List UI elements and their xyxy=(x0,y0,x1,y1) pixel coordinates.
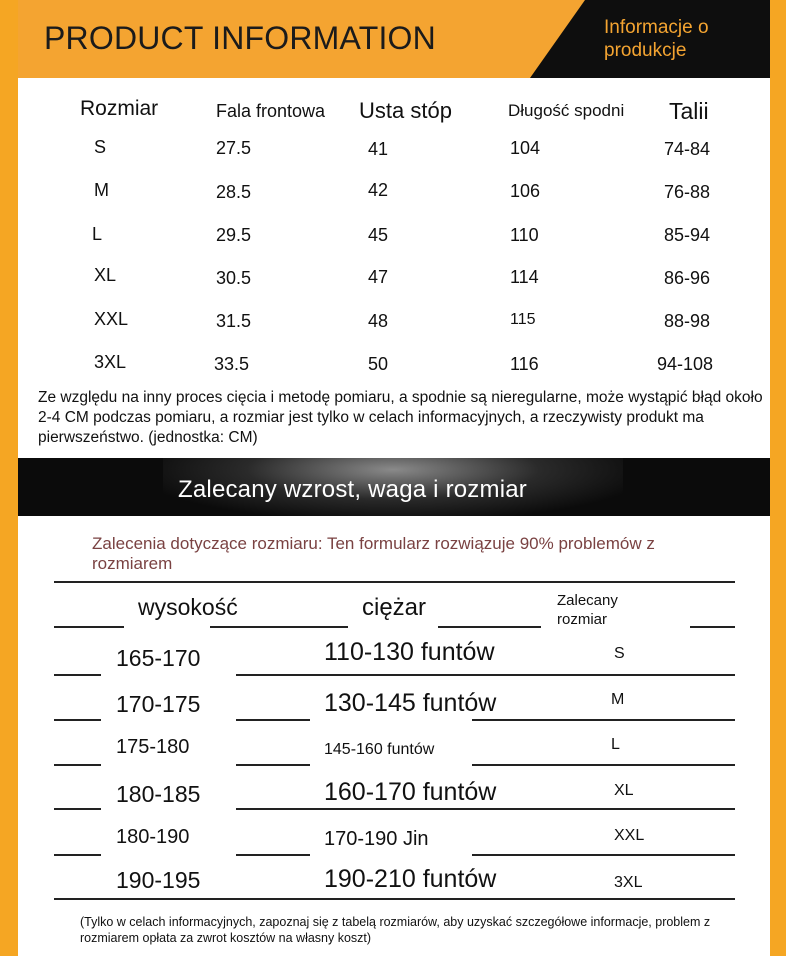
page-header xyxy=(18,0,770,78)
waist-cell: 86-96 xyxy=(664,268,711,288)
table-rule xyxy=(236,764,310,766)
size-cell: S xyxy=(614,645,625,662)
waist-cell: 94-108 xyxy=(657,354,714,374)
table-rule xyxy=(438,626,541,628)
column-header-waist: Talii xyxy=(669,98,709,124)
height-cell: 165-170 xyxy=(116,645,201,671)
size-cell: L xyxy=(92,224,103,244)
length-cell: 114 xyxy=(510,267,539,287)
table-rule xyxy=(236,719,310,721)
table-rule xyxy=(690,626,735,628)
column-header-recommended-size-line1: Zalecany xyxy=(557,592,618,609)
height-cell: 175-180 xyxy=(116,736,190,758)
weight-cell: 160-170 funtów xyxy=(324,778,497,806)
waist-cell: 88-98 xyxy=(664,311,711,331)
measurement-note: Ze względu na inny proces cięcia i metodę pomiaru, a spodnie są nieregularne, może wystąpić błąd około 2-4 CM podczas pomiaru, a rozmiar jest tylko w celach informacyjnych, a rzeczywisty produkt ma pierwszeństwo. (jednostka: CM) xyxy=(38,389,763,446)
header-subtitle-line1: Informacje o xyxy=(604,17,709,38)
column-header-height: wysokość xyxy=(138,594,238,620)
table-rule xyxy=(472,854,735,856)
table-rule xyxy=(54,854,101,856)
table-rule xyxy=(54,626,124,628)
front-rise-cell: 27.5 xyxy=(216,138,252,158)
front-rise-cell: 28.5 xyxy=(216,182,252,202)
size-cell: XL xyxy=(94,265,117,285)
length-cell: 115 xyxy=(510,311,536,328)
height-cell: 180-185 xyxy=(116,781,201,807)
table-rule xyxy=(54,719,101,721)
column-header-size: Rozmiar xyxy=(80,97,159,120)
weight-cell: 170-190 Jin xyxy=(324,828,429,850)
length-cell: 104 xyxy=(510,138,541,158)
weight-cell: 110-130 funtów xyxy=(324,638,495,666)
waist-cell: 76-88 xyxy=(664,182,711,202)
footnote: (Tylko w celach informacyjnych, zapoznaj się z tabelą rozmiarów, aby uzyskać szczegółowe informacje, problem z rozmiarem opłata za zwrot kosztów na własny koszt) xyxy=(80,915,711,945)
column-header-leg-opening: Usta stóp xyxy=(359,98,452,123)
table-rule xyxy=(210,626,348,628)
header-subtitle-line2: produkcje xyxy=(604,40,687,61)
table-rule xyxy=(54,581,735,583)
table-rule xyxy=(54,898,735,900)
table-rule xyxy=(236,854,310,856)
length-cell: 110 xyxy=(510,225,539,245)
section-banner xyxy=(18,458,770,516)
size-cell: 3XL xyxy=(94,352,127,372)
front-rise-cell: 30.5 xyxy=(216,268,252,288)
table-rule xyxy=(472,719,735,721)
size-cell: XXL xyxy=(614,827,645,844)
leg-opening-cell: 48 xyxy=(368,311,389,331)
column-header-weight: ciężar xyxy=(362,594,427,621)
weight-cell: 130-145 funtów xyxy=(324,689,497,717)
leg-opening-cell: 42 xyxy=(368,180,389,200)
length-cell: 106 xyxy=(510,181,541,201)
height-cell: 190-195 xyxy=(116,867,201,893)
column-header-length: Długość spodni xyxy=(508,101,625,120)
table-rule xyxy=(54,808,101,810)
leg-opening-cell: 50 xyxy=(368,354,389,374)
height-cell: 180-190 xyxy=(116,826,190,848)
size-cell: S xyxy=(94,137,107,157)
table-rule xyxy=(472,764,735,766)
front-rise-cell: 33.5 xyxy=(214,354,250,374)
column-header-recommended-size-line2: rozmiar xyxy=(557,611,608,628)
table-rule xyxy=(236,674,735,676)
weight-cell: 190-210 funtów xyxy=(324,865,497,893)
size-cell: XXL xyxy=(94,309,129,329)
column-header-recommended-size xyxy=(557,591,618,629)
size-cell: L xyxy=(611,736,620,753)
page-title: PRODUCT INFORMATION xyxy=(44,20,436,56)
weight-cell: 145-160 funtów xyxy=(324,741,435,758)
table-rule xyxy=(54,764,101,766)
section-title: Zalecany wzrost, waga i rozmiar xyxy=(178,476,527,503)
size-cell: 3XL xyxy=(614,874,643,891)
leg-opening-cell: 45 xyxy=(368,225,389,245)
header-subtitle xyxy=(604,16,709,62)
waist-cell: 74-84 xyxy=(664,139,711,159)
size-cell: M xyxy=(94,180,109,200)
height-cell: 170-175 xyxy=(116,691,201,717)
recommendation-text: Zalecenia dotyczące rozmiaru: Ten formularz rozwiązuje 90% problemów z rozmiarem xyxy=(92,534,655,573)
column-header-front-rise: Fala frontowa xyxy=(216,101,326,121)
size-cell: M xyxy=(611,691,625,708)
waist-cell: 85-94 xyxy=(664,225,711,245)
size-cell: XL xyxy=(614,782,634,799)
front-rise-cell: 29.5 xyxy=(216,225,252,245)
table-rule xyxy=(236,808,735,810)
leg-opening-cell: 47 xyxy=(368,267,389,287)
leg-opening-cell: 41 xyxy=(368,139,389,159)
length-cell: 116 xyxy=(510,354,539,374)
front-rise-cell: 31.5 xyxy=(216,311,252,331)
table-rule xyxy=(54,674,101,676)
